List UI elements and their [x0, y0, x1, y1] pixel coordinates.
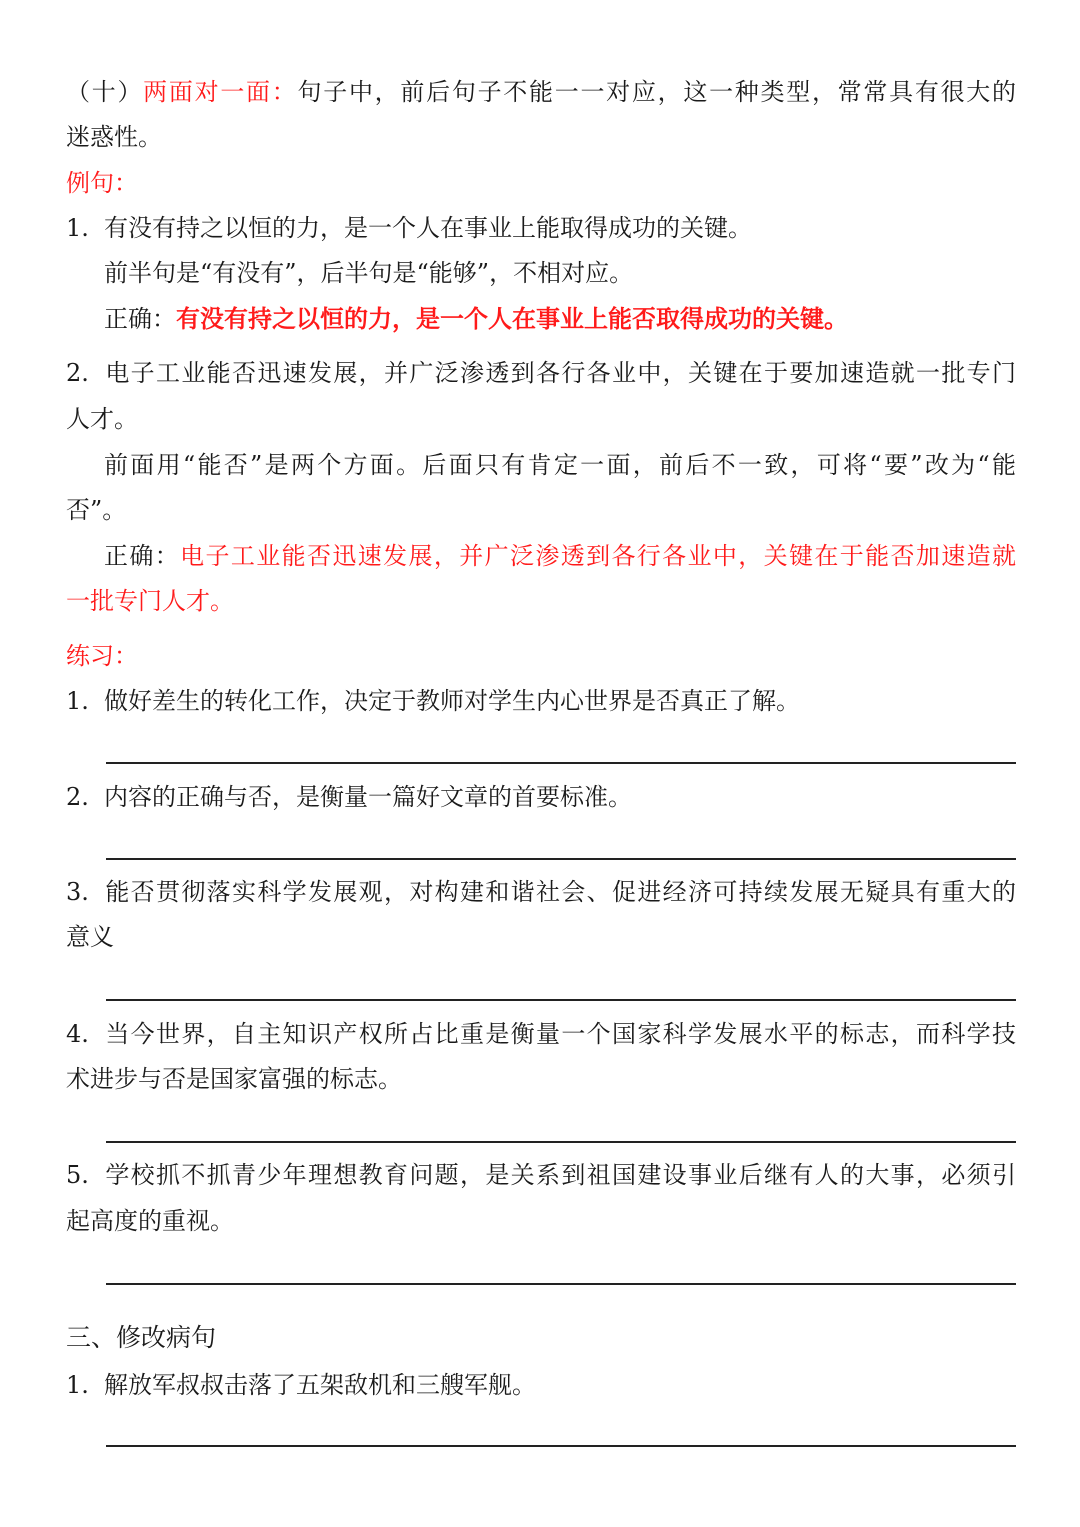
practice-4-text-line2: 术进步与否是国家富强的标志。	[66, 1065, 402, 1093]
practice-5-text-line2: 起高度的重视。	[66, 1207, 234, 1235]
example-2-explain: 前面用“能否”是两个方面。后面只有肯定一面，前后不一致，可将“要”改为“能	[104, 451, 1016, 479]
practice-1-text: 做好差生的转化工作，决定于教师对学生内心世界是否真正了解。	[104, 687, 800, 715]
section-10-text-line2: 迷惑性。	[66, 123, 162, 151]
section-3-item-1-text: 解放军叔叔击落了五架敌机和三艘军舰。	[104, 1371, 536, 1399]
section-10-text-line1: 句子中，前后句子不能一一对应，这一种类型，常常具有很大的	[297, 78, 1017, 106]
examples-heading: 例句：	[66, 169, 138, 197]
example-1-correct-text: 有没有持之以恒的力，是一个人在事业上能否取得成功的关键。	[176, 304, 848, 333]
practice-heading: 练习：	[66, 642, 138, 670]
example-2-correct	[104, 540, 1016, 572]
answer-line-section-3-1[interactable]	[106, 1445, 1016, 1447]
section-3-heading: 三、修改病句	[66, 1323, 217, 1352]
example-2-number: 2.	[66, 359, 89, 387]
example-2-explain-line2: 否”。	[66, 496, 127, 524]
practice-item-3	[66, 876, 1016, 908]
practice-2-text: 内容的正确与否，是衡量一篇好文章的首要标准。	[104, 783, 632, 811]
answer-line-practice-3[interactable]	[106, 999, 1016, 1001]
example-1-correct	[104, 303, 1016, 335]
section-3-item-1-number: 1.	[66, 1371, 89, 1399]
answer-line-practice-1[interactable]	[106, 762, 1016, 764]
example-2-sentence	[66, 357, 1016, 389]
practice-item-2	[66, 781, 1016, 813]
section-3-item-1	[66, 1369, 1016, 1401]
answer-line-practice-2[interactable]	[106, 858, 1016, 860]
example-1-correct-label: 正确：	[104, 305, 176, 333]
practice-item-4	[66, 1018, 1016, 1050]
example-2-sentence-line2: 人才。	[66, 405, 138, 433]
example-1-number: 1.	[66, 214, 89, 242]
practice-4-number: 4.	[66, 1020, 89, 1048]
example-2-sentence-text: 电子工业能否迅速发展，并广泛渗透到各行各业中，关键在于要加速造就一批专门	[104, 359, 1016, 387]
practice-5-number: 5.	[66, 1161, 89, 1189]
example-2-correct-text: 电子工业能否迅速发展，并广泛渗透到各行各业中，关键在于能否加速造就	[180, 542, 1017, 570]
practice-2-number: 2.	[66, 783, 89, 811]
answer-line-practice-4[interactable]	[106, 1141, 1016, 1143]
practice-4-text: 当今世界，自主知识产权所占比重是衡量一个国家科学发展水平的标志，而科学技	[104, 1020, 1016, 1048]
example-1-explain: 前半句是“有没有”，后半句是“能够”，不相对应。	[104, 259, 634, 287]
example-2-correct-label: 正确：	[104, 542, 181, 570]
practice-1-number: 1.	[66, 687, 89, 715]
practice-5-text: 学校抓不抓青少年理想教育问题，是关系到祖国建设事业后继有人的大事，必须引	[104, 1161, 1016, 1189]
section-10-title: 两面对一面：	[143, 78, 298, 106]
practice-3-number: 3.	[66, 878, 89, 906]
example-2-correct-line2: 一批专门人才。	[66, 587, 234, 615]
practice-3-text: 能否贯彻落实科学发展观，对构建和谐社会、促进经济可持续发展无疑具有重大的	[104, 878, 1016, 906]
example-1-sentence	[66, 212, 1016, 244]
practice-3-text-line2: 意义	[66, 923, 114, 951]
practice-item-1	[66, 685, 1016, 717]
section-10-heading	[66, 76, 1016, 108]
section-10-prefix: （十）	[66, 78, 144, 106]
practice-item-5	[66, 1159, 1016, 1191]
answer-line-practice-5[interactable]	[106, 1283, 1016, 1285]
example-1-sentence-text: 有没有持之以恒的力，是一个人在事业上能取得成功的关键。	[104, 214, 752, 242]
